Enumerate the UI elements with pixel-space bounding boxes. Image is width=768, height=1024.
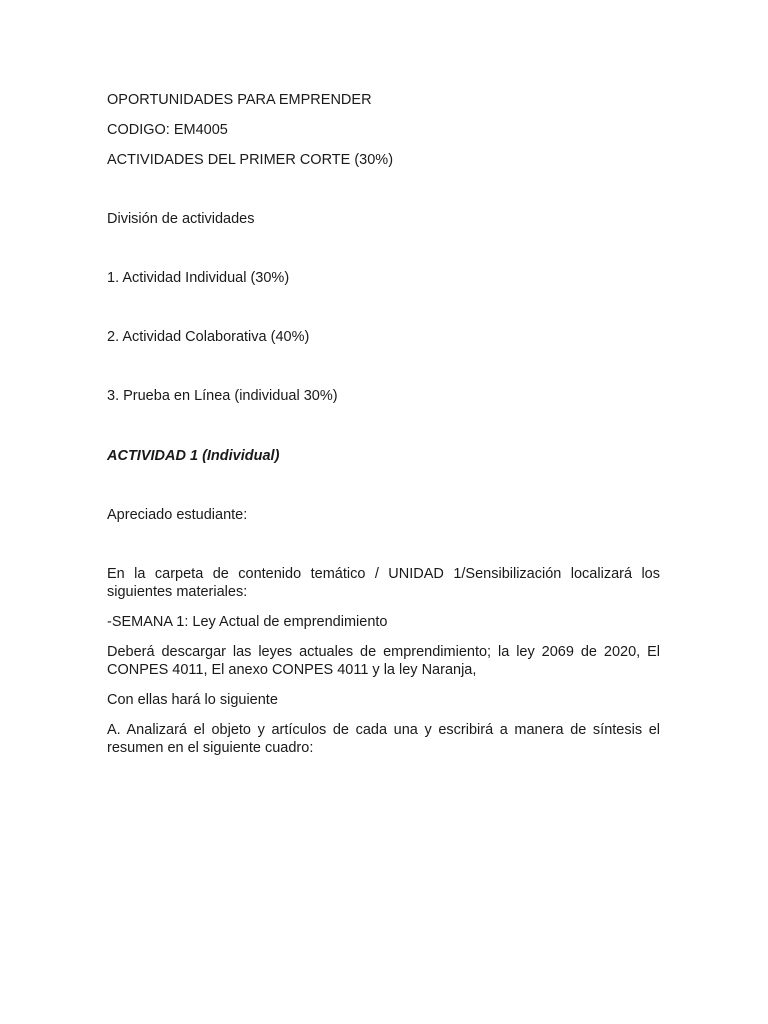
greeting: Apreciado estudiante:	[107, 507, 248, 523]
course-code: CODIGO: EM4005	[107, 122, 228, 138]
course-title: OPORTUNIDADES PARA EMPRENDER	[107, 92, 372, 108]
division-item-3: 3. Prueba en Línea (individual 30%)	[107, 388, 338, 404]
paragraph-task-a: A. Analizará el objeto y artículos de cada una y escribirá a manera de síntesis el resumen en el siguiente cuadro:	[107, 722, 660, 756]
activity1-title: ACTIVIDAD 1 (Individual)	[107, 448, 280, 464]
paragraph-week1: -SEMANA 1: Ley Actual de emprendimiento	[107, 614, 388, 630]
paragraph-instruction: Con ellas hará lo siguiente	[107, 692, 278, 708]
activities-heading: ACTIVIDADES DEL PRIMER CORTE (30%)	[107, 152, 394, 168]
paragraph-materials: En la carpeta de contenido temático / UNIDAD 1/Sensibilización localizará los siguientes materiales:	[107, 566, 660, 600]
division-item-1: 1. Actividad Individual (30%)	[107, 270, 290, 286]
paragraph-laws: Deberá descargar las leyes actuales de emprendimiento; la ley 2069 de 2020, El CONPES 4011, El anexo CONPES 4011 y la ley Naranja,	[107, 644, 660, 678]
division-item-2: 2. Actividad Colaborativa (40%)	[107, 329, 310, 345]
division-heading: División de actividades	[107, 211, 255, 227]
